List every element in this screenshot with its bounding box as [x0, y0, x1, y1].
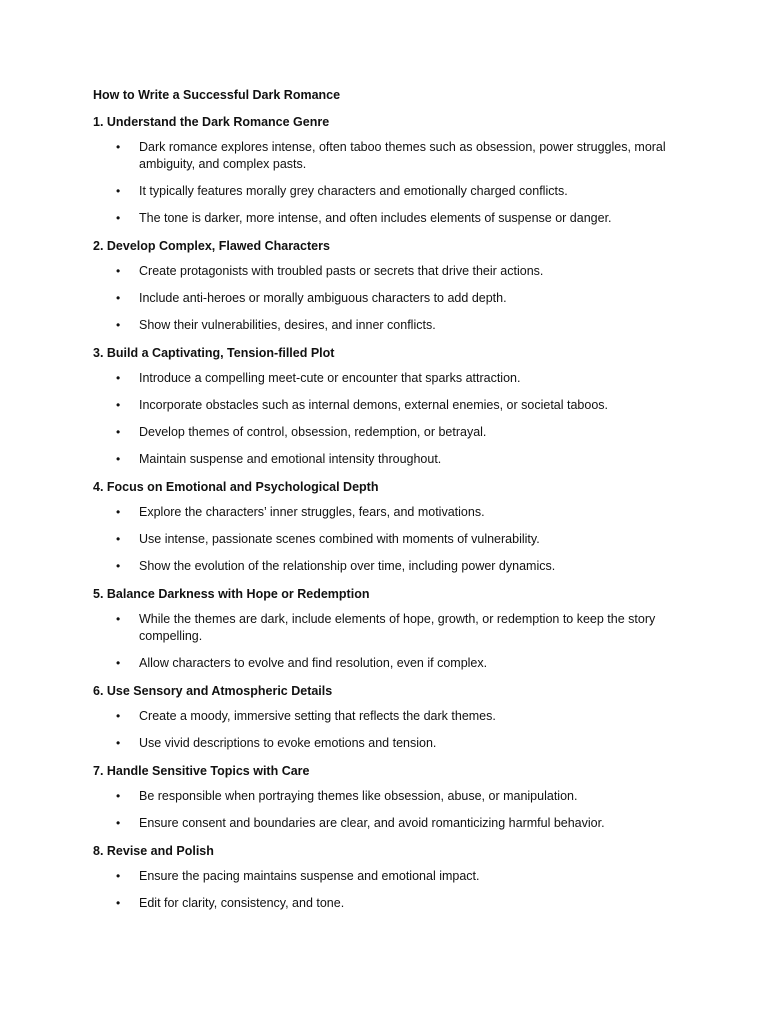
list-item [93, 397, 673, 414]
list-item [93, 868, 673, 885]
section-heading: 6. Use Sensory and Atmospheric Details [93, 684, 333, 698]
document-page [93, 86, 673, 922]
bullet-icon: • [116, 612, 121, 626]
list-item [93, 735, 673, 752]
list-item [93, 655, 673, 672]
bullet-list [93, 788, 673, 832]
section-heading: 4. Focus on Emotional and Psychological Depth [93, 480, 379, 494]
bullet-list [93, 370, 673, 468]
list-item [93, 424, 673, 441]
list-item [93, 504, 673, 521]
section-heading: 2. Develop Complex, Flawed Characters [93, 239, 330, 253]
bullet-icon: • [116, 318, 121, 332]
bullet-icon: • [116, 505, 121, 519]
section-heading: 1. Understand the Dark Romance Genre [93, 115, 330, 129]
bullet-icon: • [116, 709, 121, 723]
bullet-list [93, 708, 673, 752]
section-heading: 7. Handle Sensitive Topics with Care [93, 764, 310, 778]
bullet-icon: • [116, 896, 121, 910]
list-item [93, 451, 673, 468]
list-item [93, 317, 673, 334]
list-item [93, 558, 673, 575]
list-item [93, 210, 673, 227]
list-item-text: Create a moody, immersive setting that reflects the dark themes. [139, 709, 496, 723]
list-item [93, 370, 673, 387]
list-item-text: Use vivid descriptions to evoke emotions and tension. [139, 736, 437, 750]
list-item [93, 531, 673, 548]
list-item-text: Create protagonists with troubled pasts or secrets that drive their actions. [139, 264, 544, 278]
document-sections [93, 113, 673, 912]
bullet-icon: • [116, 816, 121, 830]
list-item [93, 290, 673, 307]
bullet-list [93, 504, 673, 575]
list-item-text: Develop themes of control, obsession, redemption, or betrayal. [139, 425, 487, 439]
list-item-text: Ensure consent and boundaries are clear, and avoid romanticizing harmful behavior. [139, 816, 605, 830]
bullet-list [93, 868, 673, 912]
bullet-icon: • [116, 140, 121, 154]
bullet-icon: • [116, 184, 121, 198]
list-item-text: Incorporate obstacles such as internal demons, external enemies, or societal taboos. [139, 398, 609, 412]
section-heading: 8. Revise and Polish [93, 844, 214, 858]
list-item [93, 788, 673, 805]
list-item-text: It typically features morally grey characters and emotionally charged conflicts. [139, 184, 568, 198]
bullet-icon: • [116, 291, 121, 305]
list-item-text: Ensure the pacing maintains suspense and emotional impact. [139, 869, 480, 883]
list-item [93, 611, 673, 645]
bullet-icon: • [116, 452, 121, 466]
list-item-text: Explore the characters’ inner struggles, fears, and motivations. [139, 505, 485, 519]
list-item-text: Allow characters to evolve and find resolution, even if complex. [139, 656, 488, 670]
bullet-icon: • [116, 656, 121, 670]
list-item [93, 139, 673, 173]
list-item [93, 183, 673, 200]
bullet-icon: • [116, 264, 121, 278]
bullet-icon: • [116, 425, 121, 439]
bullet-list [93, 139, 673, 227]
bullet-icon: • [116, 789, 121, 803]
list-item [93, 708, 673, 725]
bullet-icon: • [116, 532, 121, 546]
list-item-text: Use intense, passionate scenes combined with moments of vulnerability. [139, 532, 540, 546]
bullet-list [93, 611, 673, 672]
bullet-icon: • [116, 736, 121, 750]
bullet-icon: • [116, 559, 121, 573]
list-item-text: Show their vulnerabilities, desires, and inner conflicts. [139, 318, 436, 332]
list-item-text: Dark romance explores intense, often taboo themes such as obsession, power struggles, moral ambiguity, and complex pasts. [139, 140, 666, 171]
section-heading: 3. Build a Captivating, Tension-filled Plot [93, 346, 335, 360]
bullet-icon: • [116, 869, 121, 883]
list-item-text: While the themes are dark, include elements of hope, growth, or redemption to keep the story compelling. [139, 612, 656, 643]
bullet-list [93, 263, 673, 334]
document-title: How to Write a Successful Dark Romance [93, 88, 341, 102]
list-item-text: Edit for clarity, consistency, and tone. [139, 896, 345, 910]
list-item-text: Include anti-heroes or morally ambiguous characters to add depth. [139, 291, 507, 305]
bullet-icon: • [116, 398, 121, 412]
bullet-icon: • [116, 211, 121, 225]
list-item-text: Introduce a compelling meet-cute or encounter that sparks attraction. [139, 371, 521, 385]
list-item-text: Maintain suspense and emotional intensity throughout. [139, 452, 442, 466]
section-heading: 5. Balance Darkness with Hope or Redemption [93, 587, 370, 601]
list-item-text: The tone is darker, more intense, and often includes elements of suspense or danger. [139, 211, 612, 225]
list-item [93, 895, 673, 912]
list-item-text: Be responsible when portraying themes like obsession, abuse, or manipulation. [139, 789, 578, 803]
list-item [93, 815, 673, 832]
list-item-text: Show the evolution of the relationship over time, including power dynamics. [139, 559, 556, 573]
bullet-icon: • [116, 371, 121, 385]
list-item [93, 263, 673, 280]
